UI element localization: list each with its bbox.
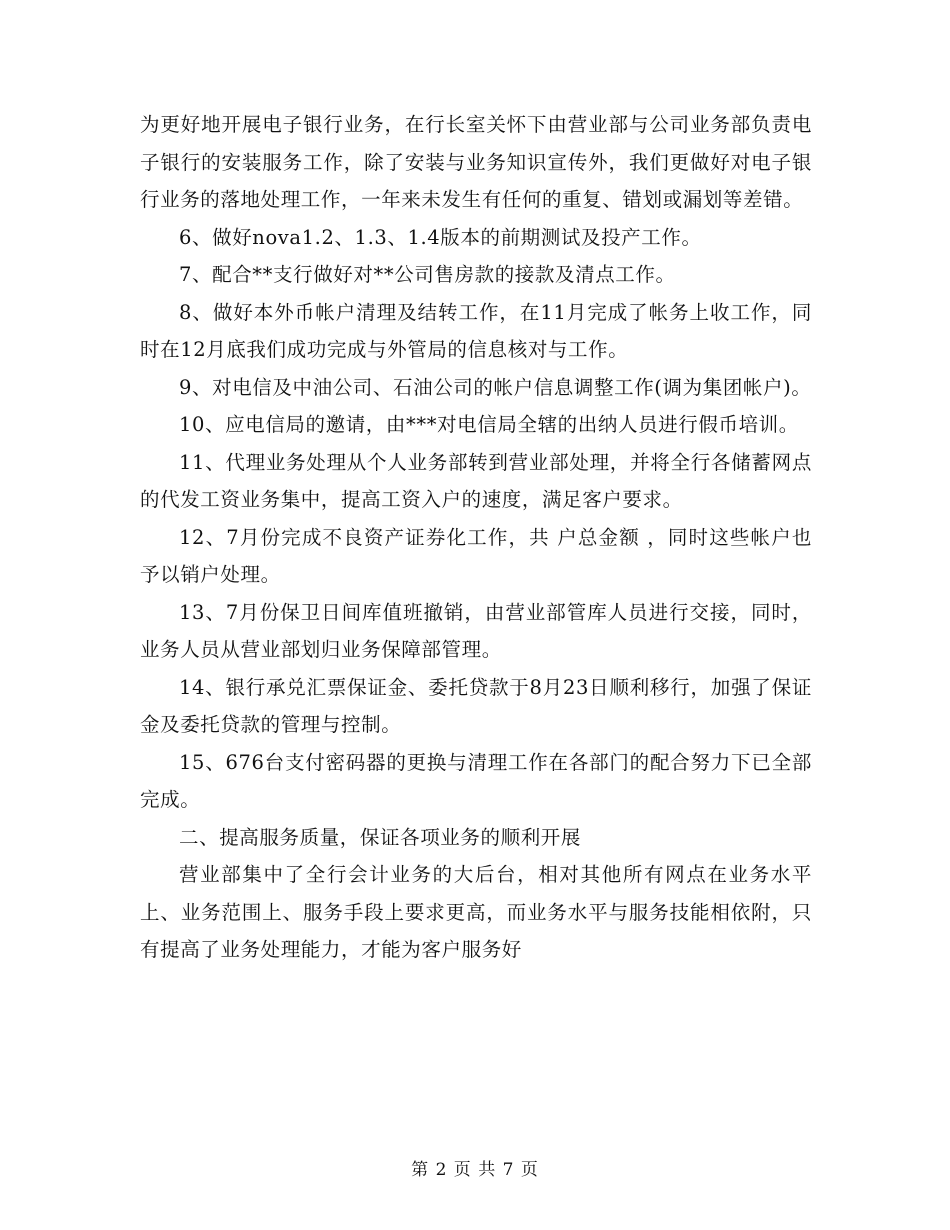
paragraph-item-15: 15、676台支付密码器的更换与清理工作在各部门的配合努力下已全部完成。 (140, 750, 812, 811)
paragraph-item-14: 14、银行承兑汇票保证金、委托贷款于8月23日顺利移行，加强了保证金及委托贷款的管理与控制。 (140, 675, 812, 736)
paragraph-item-7: 7、配合**支行做好对**公司售房款的接款及清点工作。 (179, 263, 676, 286)
paragraph-item-12: 12、7月份完成不良资产证券化工作，共 户总金额 ，同时这些帐户也予以销户处理。 (140, 525, 812, 586)
paragraph-item-8: 8、做好本外币帐户清理及结转工作，在11月完成了帐务上收工作，同时在12月底我们成功完成与外管局的信息核对与工作。 (140, 300, 812, 361)
paragraph-section-body: 营业部集中了全行会计业务的大后台，相对其他所有网点在业务水平上、业务范围上、服务手段上要求更高，而业务水平与服务技能相依附，只有提高了业务处理能力，才能为客户服务好 (140, 863, 812, 961)
section-heading: 二、提高服务质量，保证各项业务的顺利开展 (179, 825, 582, 849)
paragraph-item-13: 13、7月份保卫日间库值班撤销，由营业部管库人员进行交接，同时，业务人员从营业部划归业务保障部管理。 (140, 600, 812, 661)
paragraph-intro: 为更好地开展电子银行业务，在行长室关怀下由营业部与公司业务部负责电子银行的安装服务工作，除了安装与业务知识宣传外，我们更做好对电子银行业务的落地处理工作，一年来未发生有任何的重复、错划或漏划等差错。 (140, 113, 812, 211)
paragraph-item-9: 9、对电信及中油公司、石油公司的帐户信息调整工作(调为集团帐户)。 (179, 375, 812, 399)
document-body (140, 106, 812, 969)
paragraph-item-10: 10、应电信局的邀请，由***对电信局全辖的出纳人员进行假币培训。 (179, 413, 799, 436)
page-footer: 第 2 页 共 7 页 (411, 1160, 539, 1180)
paragraph-item-6: 6、做好nova1.2、1.3、1.4版本的前期测试及投产工作。 (179, 225, 702, 249)
paragraph-item-11: 11、代理业务处理从个人业务部转到营业部处理，并将全行各储蓄网点的代发工资业务集中，提高工资入户的速度，满足客户要求。 (140, 450, 812, 511)
